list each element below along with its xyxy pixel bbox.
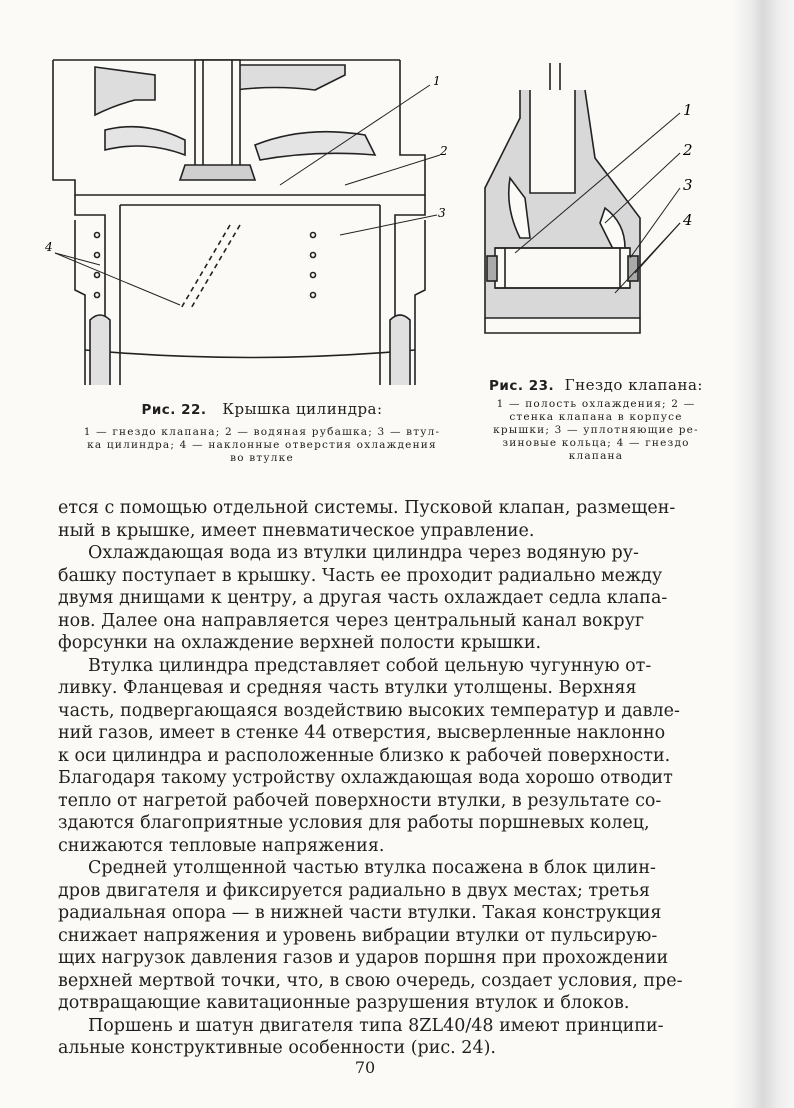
figure-22-legend-line: во втулке [230, 452, 294, 464]
text-line: альные конструктивные особенности (рис. 24). [58, 1038, 496, 1058]
text-line: снижает напряжения и уровень вибрации втулки от пульсирую- [58, 925, 658, 946]
figure-22-title-text: Крышка цилиндра: [222, 400, 383, 418]
page-binding-shadow [732, 0, 794, 1108]
text-line: ется с помощью отдельной системы. Пусковой клапан, размещен- [58, 498, 676, 518]
text-line: форсунки на охлаждение верхней полости крышки. [58, 633, 542, 653]
text-line: дров двигателя и фиксируется радиально в двух местах; третья [58, 880, 650, 901]
figure-22-legend [62, 426, 462, 465]
figure-23-caption [465, 376, 727, 463]
figure-22-caption [62, 400, 462, 465]
figure-23-legend-line: зиновые кольца; 4 — гнездо [502, 437, 690, 449]
figure-23-title [465, 376, 727, 394]
figure-23-legend-line: стенка клапана в корпусе [509, 411, 683, 423]
text-line: тепло от нагретой рабочей поверхности втулки, в результате со- [58, 790, 662, 811]
paragraph-5 [58, 1015, 708, 1060]
paragraph-1 [58, 497, 708, 542]
text-line: двумя днищами к центру, а другая часть охлаждает седла клапа- [58, 588, 668, 608]
text-line: снижаются тепловые напряжения. [58, 835, 385, 856]
text-line: Благодаря такому устройству охлаждающая вода хорошо отводит [58, 768, 673, 788]
text-line: Втулка цилиндра представляет собой цельную чугунную от- [88, 655, 652, 676]
figure-23-title-text: Гнездо клапана: [564, 376, 703, 394]
fig22-label-3: 3 [438, 206, 446, 220]
fig22-label-2: 2 [440, 144, 448, 158]
fig23-label-2: 2 [683, 141, 693, 159]
figure-22-number: Рис. 22. [141, 402, 207, 418]
paragraph-4 [58, 857, 708, 1015]
figure-23-legend-line: крышки; 3 — уплотняющие ре- [493, 424, 699, 436]
page-number: 70 [354, 1058, 376, 1077]
text-line: ний газов, имеет в стенке 44 отверстия, высверленные наклонно [58, 723, 666, 743]
text-line: часть, подвергающаяся воздействию высоких температур и давле- [58, 700, 680, 721]
text-line: Поршень и шатун двигателя типа 8ZL40/48 имеют принципи- [88, 1015, 664, 1036]
text-line: ный в крышке, имеет пневматическое управление. [58, 520, 535, 541]
body-text [58, 497, 708, 1060]
text-line: к оси цилиндра и расположенные близко к рабочей поверхности. [58, 745, 671, 766]
fig23-label-3: 3 [683, 176, 693, 194]
figure-22-cylinder-cover [45, 55, 450, 385]
text-line: нов. Далее она направляется через центральный канал вокруг [58, 610, 645, 631]
figure-22-legend-line: 1 — гнездо клапана; 2 — водяная рубашка; 3 — втул- [83, 426, 441, 438]
text-line: верхней мертвой точки, что, в свою очередь, создает условия, пре- [58, 970, 683, 991]
text-line: башку поступает в крышку. Часть ее проходит радиально между [58, 565, 663, 586]
figure-23-valve-seat [465, 58, 730, 358]
figure-22-drawing [45, 55, 450, 385]
figure-23-legend-line: клапана [568, 450, 624, 462]
fig22-label-1: 1 [433, 74, 441, 88]
text-line: дотвращающие кавитационные разрушения втулок и блоков. [58, 993, 630, 1013]
text-line: Охлаждающая вода из втулки цилиндра через водяную ру- [88, 543, 639, 563]
figure-23-drawing [465, 58, 730, 358]
paragraph-2 [58, 542, 708, 655]
figure-23-legend [465, 398, 727, 463]
figure-22-legend-line: ка цилиндра; 4 — наклонные отверстия охлаждения [87, 439, 437, 451]
paragraph-3 [58, 655, 708, 858]
fig23-label-4: 4 [683, 211, 693, 229]
text-line: Средней утолщенной частью втулка посажена в блок цилин- [88, 858, 656, 878]
fig22-label-4: 4 [45, 240, 53, 254]
fig23-label-1: 1 [683, 101, 693, 119]
text-line: щих нагрузок давления газов и ударов поршня при прохождении [58, 948, 669, 968]
text-line: ливку. Фланцевая и средняя часть втулки утолщены. Верхняя [58, 678, 637, 698]
text-line: радиальная опора — в нижней части втулки. Такая конструкция [58, 903, 662, 923]
text-line: здаются благоприятные условия для работы поршневых колец, [58, 813, 650, 833]
figure-22-title [62, 400, 462, 418]
figure-23-number: Рис. 23. [489, 378, 555, 394]
figure-23-legend-line: 1 — полость охлаждения; 2 — [496, 398, 696, 410]
